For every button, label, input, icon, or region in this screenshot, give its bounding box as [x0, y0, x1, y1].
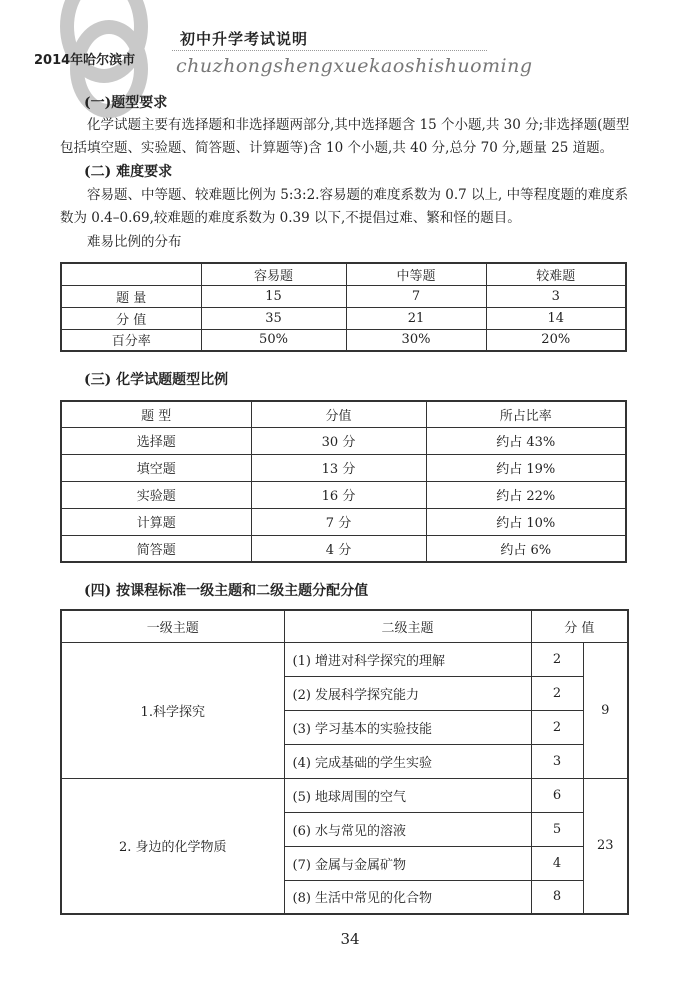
score-cell: 2	[531, 710, 583, 744]
table-caption: 难易比例的分布	[87, 234, 182, 250]
cell: 3	[486, 285, 626, 307]
cell: 20%	[486, 329, 626, 351]
cell: 16 分	[251, 481, 426, 508]
header-title: 初中升学考试说明	[180, 30, 309, 48]
cell: 35	[201, 307, 346, 329]
cell: 13 分	[251, 454, 426, 481]
header-cell: 中等题	[346, 263, 486, 285]
cell: 约占 6%	[426, 535, 626, 562]
score-cell: 2	[531, 642, 583, 676]
section-heading: (二) 难度要求	[84, 164, 173, 180]
table-row	[61, 454, 626, 481]
table-row	[61, 285, 626, 307]
cell: 15	[201, 285, 346, 307]
cell: 实验题	[61, 481, 251, 508]
cell: 约占 43%	[426, 427, 626, 454]
header-cell: 二级主题	[284, 610, 531, 642]
cell: 约占 10%	[426, 508, 626, 535]
primary-topic-cell: 2. 身边的化学物质	[61, 778, 284, 914]
score-cell: 5	[531, 812, 583, 846]
table-row	[61, 329, 626, 351]
table-row	[61, 508, 626, 535]
secondary-topic-cell: (1) 增进对科学探究的理解	[284, 642, 531, 676]
cell: 分 值	[61, 307, 201, 329]
cell: 约占 19%	[426, 454, 626, 481]
header-cell: 分 值	[531, 610, 628, 642]
table-row	[61, 307, 626, 329]
secondary-topic-cell: (5) 地球周围的空气	[284, 778, 531, 812]
score-cell: 8	[531, 880, 583, 914]
cell: 题 量	[61, 285, 201, 307]
cell: 7	[346, 285, 486, 307]
header-pinyin: chuzhongshengxuekaoshishuoming	[176, 55, 533, 77]
table-row	[61, 427, 626, 454]
header-cell: 分值	[251, 401, 426, 427]
cell: 14	[486, 307, 626, 329]
header-divider	[172, 50, 487, 51]
header-cell: 所占比率	[426, 401, 626, 427]
header-cell: 较难题	[486, 263, 626, 285]
cell: 简答题	[61, 535, 251, 562]
section-heading: (三) 化学试题题型比例	[84, 372, 229, 388]
page-number: 34	[340, 930, 360, 948]
table-header-row	[61, 263, 626, 285]
header-year-city: 2014年哈尔滨市	[34, 53, 136, 68]
cell: 约占 22%	[426, 481, 626, 508]
secondary-topic-cell: (6) 水与常见的溶液	[284, 812, 531, 846]
score-cell: 3	[531, 744, 583, 778]
secondary-topic-cell: (8) 生活中常见的化合物	[284, 880, 531, 914]
table-row	[61, 535, 626, 562]
cell: 21	[346, 307, 486, 329]
cell: 填空题	[61, 454, 251, 481]
cell: 50%	[201, 329, 346, 351]
table-header-row	[61, 610, 628, 642]
question-type-table	[60, 400, 627, 563]
cell: 30%	[346, 329, 486, 351]
table-row	[61, 778, 628, 812]
cell: 4 分	[251, 535, 426, 562]
header-cell: 一级主题	[61, 610, 284, 642]
header-cell: 题 型	[61, 401, 251, 427]
cell: 百分率	[61, 329, 201, 351]
score-cell: 2	[531, 676, 583, 710]
cell: 7 分	[251, 508, 426, 535]
score-cell: 6	[531, 778, 583, 812]
total-score-cell: 9	[583, 642, 628, 778]
cell: 计算题	[61, 508, 251, 535]
header-cell	[61, 263, 201, 285]
paragraph: 容易题、中等题、较难题比例为 5:3:2.容易题的难度系数为 0.7 以上, 中等程度题的难度系数为 0.4–0.69,较难题的难度系数为 0.39 以下,不提倡过难、繁和怪的题目。	[60, 187, 629, 226]
secondary-topic-cell: (3) 学习基本的实验技能	[284, 710, 531, 744]
cell: 30 分	[251, 427, 426, 454]
topic-score-table	[60, 609, 629, 915]
header-cell: 容易题	[201, 263, 346, 285]
total-score-cell: 23	[583, 778, 628, 914]
cell: 选择题	[61, 427, 251, 454]
difficulty-table	[60, 262, 627, 352]
score-cell: 4	[531, 846, 583, 880]
secondary-topic-cell: (7) 金属与金属矿物	[284, 846, 531, 880]
table-row	[61, 642, 628, 676]
paragraph: 化学试题主要有选择题和非选择题两部分,其中选择题含 15 个小题,共 30 分;非选择题(题型包括填空题、实验题、简答题、计算题等)含 10 个小题,共 40 分,总分 70 分,题量 25 道题。	[60, 117, 630, 156]
secondary-topic-cell: (2) 发展科学探究能力	[284, 676, 531, 710]
table-row	[61, 481, 626, 508]
secondary-topic-cell: (4) 完成基础的学生实验	[284, 744, 531, 778]
table-header-row	[61, 401, 626, 427]
primary-topic-cell: 1.科学探究	[61, 642, 284, 778]
section-heading: (一)题型要求	[84, 95, 168, 111]
section-heading: (四) 按课程标准一级主题和二级主题分配分值	[84, 583, 369, 599]
